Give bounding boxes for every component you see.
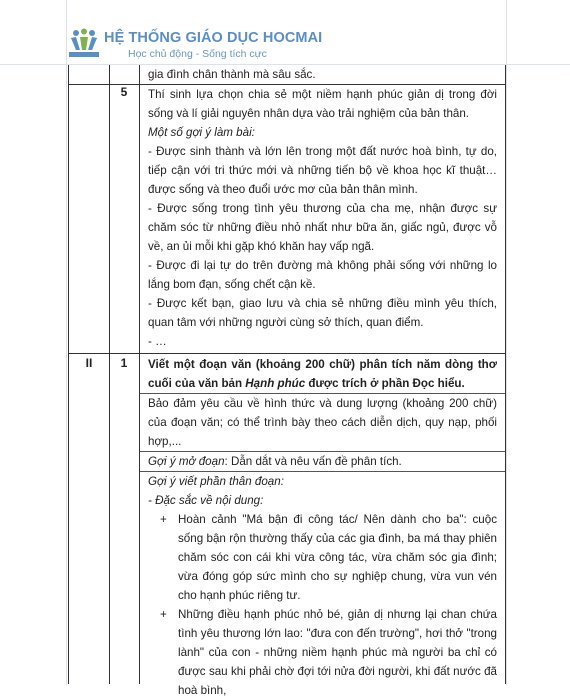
page-header xyxy=(68,28,368,64)
q5-bullet: - Được sống trong tình yêu thương của cha mẹ, nhận được sự chăm sóc từ những điều nhỏ nhất như bữa ăn, giấc ngủ, được vỗ về, an ủi mỗi khi gặp khó khăn hay vấp ngã. xyxy=(148,202,497,253)
table-row xyxy=(68,353,506,697)
form-requirement: Bảo đảm yêu cầu về hình thức và dung lượng (khoảng 200 chữ) của đoạn văn; có thể trình bày theo cách diễn dịch, quy nạp, phối hợp,... xyxy=(148,397,497,448)
question-number: 1 xyxy=(120,356,128,370)
brand-slogan: Học chủ động - Sống tích cực xyxy=(128,48,267,60)
brand-name: HỆ THỐNG GIÁO DỤC HOCMAI xyxy=(104,30,323,46)
body-hint-title: Gợi ý viết phần thân đoạn: xyxy=(148,475,284,488)
list-item: + Những điều hạnh phúc nhỏ bé, giản dị nhưng lại chan chứa tình yêu thương lớn lao: "đưa con đến trường", hơi thở "trong lành" của con - những niềm hạnh phúc mà người ba chỉ có được sau khi phải chờ đợi tới nửa đời người, khi đất nước đã hoà bình, xyxy=(160,608,497,697)
page-margin-guide-left xyxy=(66,0,67,685)
q5-bullet: - Được kết bạn, giao lưu và chia sẻ những điều mình yêu thích, quan tâm với những người cùng sở thích, quan điểm. xyxy=(148,297,497,329)
answer-table xyxy=(68,65,506,697)
q5-hint-title: Một số gợi ý làm bài: xyxy=(148,126,255,139)
table-row xyxy=(68,84,506,353)
q5-bullet: - Được sinh thành và lớn lên trong một đất nước hoà bình, tự do, tiếp cận với tri thức mới và những tiến bộ về khoa học kĩ thuật… được sống và theo đuổi ước mơ của bản thân mình. xyxy=(148,145,497,196)
carry-over-text: gia đình chân thành mà sâu sắc. xyxy=(148,68,316,81)
q5-intro: Thí sinh lựa chọn chia sẻ một niềm hạnh phúc giản dị trong đời sống và lí giải nguyên nhân dựa vào trải nghiệm của bản thân. xyxy=(148,88,497,120)
question-text: Viết một đoạn văn (khoảng 200 chữ) phân tích năm dòng thơ cuối của văn bản Hạnh phúc được trích ở phần Đọc hiểu. xyxy=(148,358,497,390)
question-number: 5 xyxy=(120,85,128,99)
list-item: + Hoàn cảnh "Má bận đi công tác/ Nên dành cho ba": cuộc sống bận rộn thường thấy của các gia đình, ba má thay phiên chăm sóc con cái khi vừa công tác, vừa chăm sóc gia đình; vừa đóng góp sức mình cho sự nghiệp chung, vừa vun vén cho hạnh phúc riêng tư. xyxy=(160,513,497,602)
content-feature-title: - Đặc sắc về nội dung: xyxy=(148,494,264,507)
section-number: II xyxy=(85,356,93,370)
opening-hint: Gợi ý mở đoạn: Dẫn dắt và nêu vấn đề phân tích. xyxy=(148,455,402,468)
hocmai-logo xyxy=(68,28,100,58)
q5-bullet: - … xyxy=(148,335,167,348)
table-row xyxy=(68,65,506,84)
page-margin-guide-right xyxy=(506,0,507,685)
q5-bullet: - Được đi lại tự do trên đường mà không phải sống với những lo lắng bom đạn, sống chết cận kề. xyxy=(148,259,497,291)
